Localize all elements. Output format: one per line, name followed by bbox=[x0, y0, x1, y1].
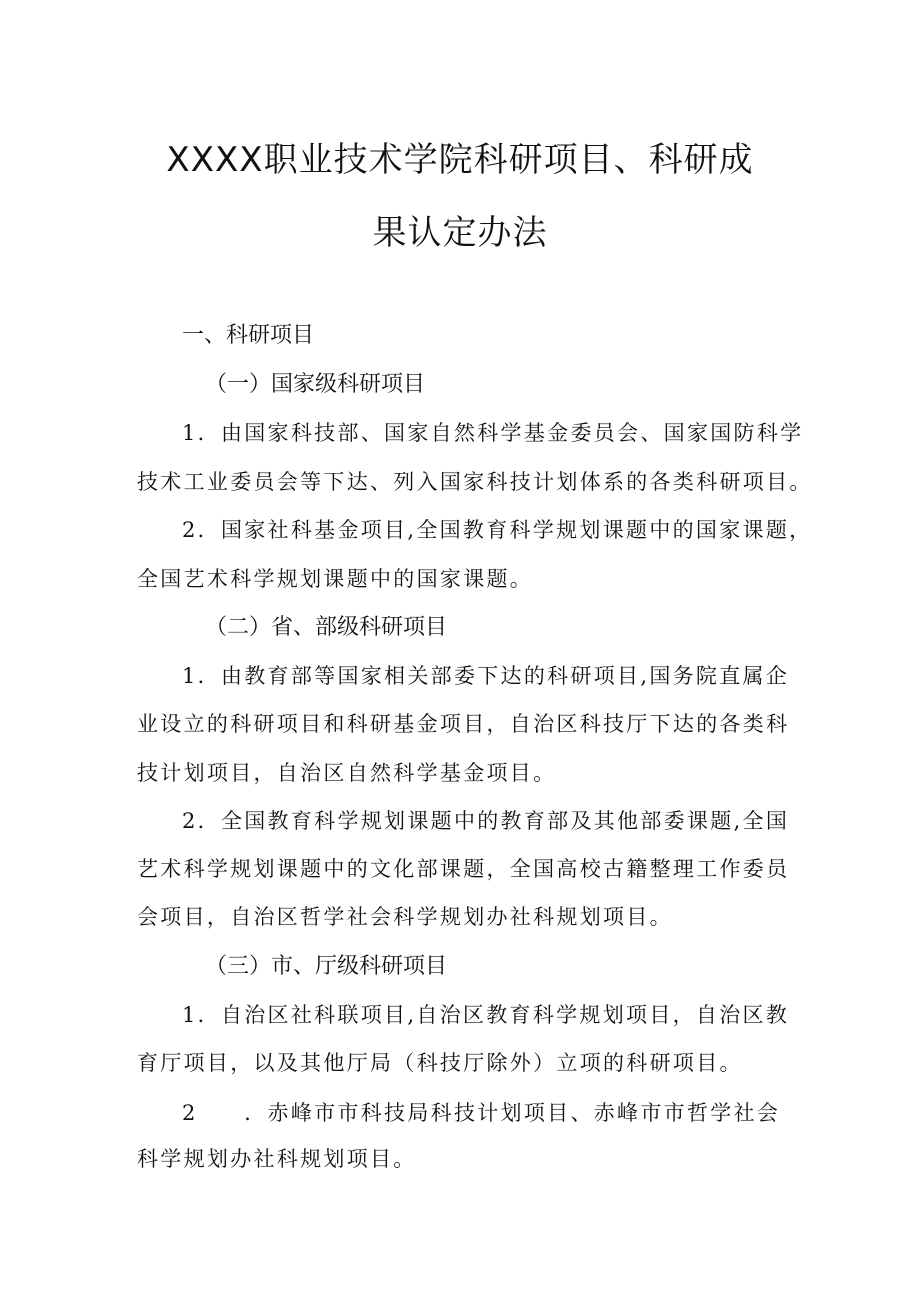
paragraph-line: 艺术科学规划课题中的文化部课题，全国高校古籍整理工作委员 bbox=[137, 857, 790, 881]
document-title-line-2: 果认定办法 bbox=[372, 213, 548, 253]
document-title-line-1: XXXX职业技术学院科研项目、科研成 bbox=[166, 140, 754, 180]
paragraph-line: 科学规划办社科规划项目。 bbox=[137, 1147, 417, 1171]
paragraph-line: 技术工业委员会等下达、列入国家科技计划体系的各类科研项目。 bbox=[137, 470, 813, 494]
section-heading-research-projects: 一、科研项目 bbox=[182, 323, 315, 348]
paragraph-line: 1．自治区社科联项目,自治区教育科学规划项目，自治区教 bbox=[182, 1003, 790, 1027]
paragraph-line: 全国艺术科学规划课题中的国家课题。 bbox=[137, 567, 534, 591]
subsection-heading-provincial: （二）省、部级科研项目 bbox=[205, 615, 448, 640]
paragraph-line: 2 ．赤峰市市科技局科技计划项目、赤峰市市哲学社会 bbox=[182, 1101, 781, 1125]
paragraph-line: 业设立的科研项目和科研基金项目，自治区科技厅下达的各类科 bbox=[137, 712, 790, 736]
paragraph-line: 1．由教育部等国家相关部委下达的科研项目,国务院直属企 bbox=[182, 664, 790, 688]
paragraph-line: 2．全国教育科学规划课题中的教育部及其他部委课题,全国 bbox=[182, 809, 790, 833]
paragraph-line: 育厅项目，以及其他厅局（科技厅除外）立项的科研项目。 bbox=[137, 1051, 743, 1075]
subsection-heading-municipal: （三）市、厅级科研项目 bbox=[205, 954, 448, 979]
paragraph-line: 2．国家社科基金项目,全国教育科学规划课题中的国家课题， bbox=[182, 518, 813, 542]
paragraph-line: 技计划项目，自治区自然科学基金项目。 bbox=[137, 761, 557, 785]
paragraph-line: 会项目，自治区哲学社会科学规划办社科规划项目。 bbox=[137, 905, 673, 929]
subsection-heading-national: （一）国家级科研项目 bbox=[205, 372, 426, 397]
paragraph-line: 1．由国家科技部、国家自然科学基金委员会、国家国防科学 bbox=[182, 421, 804, 445]
